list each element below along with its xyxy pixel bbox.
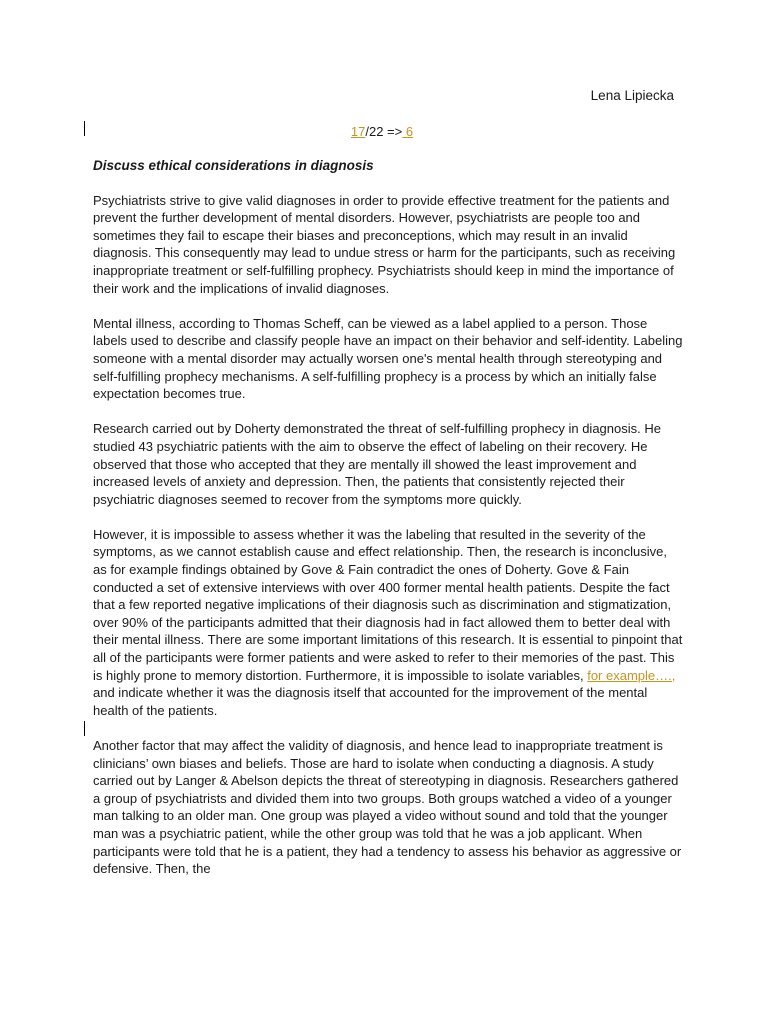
- paragraph-4: [93, 526, 683, 720]
- paragraph-3: Research carried out by Doherty demonstrated the threat of self-fulfilling prophecy in diagnosis. He studied 43 psychiatric patients with the aim to observe the effect of labeling on their recovery. He observed that those who accepted that they are mentally ill showed the least improvement and increased levels of anxiety and depression. Then, the patients that consistently rejected their psychiatric diagnoses seemed to recover from the symptoms more quickly.: [93, 421, 661, 507]
- text-cursor: [84, 721, 85, 736]
- converted-grade-link[interactable]: 6: [402, 124, 414, 139]
- author-name: Lena Lipiecka: [590, 88, 674, 103]
- paragraph-4-text-a: However, it is impossible to assess whether it was the labeling that resulted in the severity of the symptoms, as we cannot establish cause and effect relationship. Then, the research is inconclusive, as for example findings obtained by Gove & Fain contradict the ones of Doherty. Gove & Fain conducted a set of extensive interviews with over 400 former mental health patients. Despite the fact that a few reported negative implications of their diagnosis such as discrimination and stigmatization, over 90% of the participants admitted that their diagnosis had in fact allowed them to better deal with their mental illness. There are some important limitations of this research. It is essential to pinpoint that all of the participants were former patients and were asked to refer to their memories of the past. This is highly prone to memory distortion. Furthermore, it is impossible to isolate variables,: [93, 526, 683, 683]
- comment-link[interactable]: for example….,: [587, 667, 676, 683]
- grade-link[interactable]: 17: [350, 124, 366, 139]
- paragraph-4-text-b: and indicate whether it was the diagnosis itself that accounted for the improvement of the mental health of the patients.: [93, 685, 648, 718]
- grade-line: [0, 123, 768, 140]
- paragraph-5: Another factor that may affect the validity of diagnosis, and hence lead to inappropriate treatment is clinicians’ own biases and beliefs. Those are hard to isolate when conducting a diagnosis. A study carried out by Langer & Abelson depicts the threat of stereotyping in diagnosis. Researchers gathered a group of psychiatrists and divided them into two groups. Both groups watched a video of a younger man talking to an older man. One group was played a video without sound and told that the younger man was a psychiatric patient, while the other group was told that he was a job applicant. When participants were told that he is a patient, they had a tendency to assess his behavior as aggressive or defensive. Then, the: [93, 738, 682, 877]
- paragraph-2: Mental illness, according to Thomas Scheff, can be viewed as a label applied to a person. Those labels used to describe and classify people have an impact on their behavior and self-identity. Labeling someone with a mental disorder may actually worsen one's mental health through stereotyping and self-fulfilling prophecy mechanisms. A self-fulfilling prophecy is a process by which an initially false expectation becomes true.: [93, 315, 683, 402]
- paragraph-1: Psychiatrists strive to give valid diagnoses in order to provide effective treatment for the patients and prevent the further development of mental disorders. However, psychiatrists are people too and sometimes they fail to escape their biases and preconceptions, which may result in an invalid diagnosis. This consequently may lead to undue stress or harm for the participants, such as receiving inappropriate treatment or self-fulfilling prophecy. Psychiatrists should keep in mind the importance of their work and the implications of invalid diagnoses.: [93, 192, 676, 296]
- document-body: [93, 157, 683, 895]
- essay-title: Discuss ethical considerations in diagnosis: [93, 158, 374, 173]
- grade-total: /22 =>: [365, 124, 403, 139]
